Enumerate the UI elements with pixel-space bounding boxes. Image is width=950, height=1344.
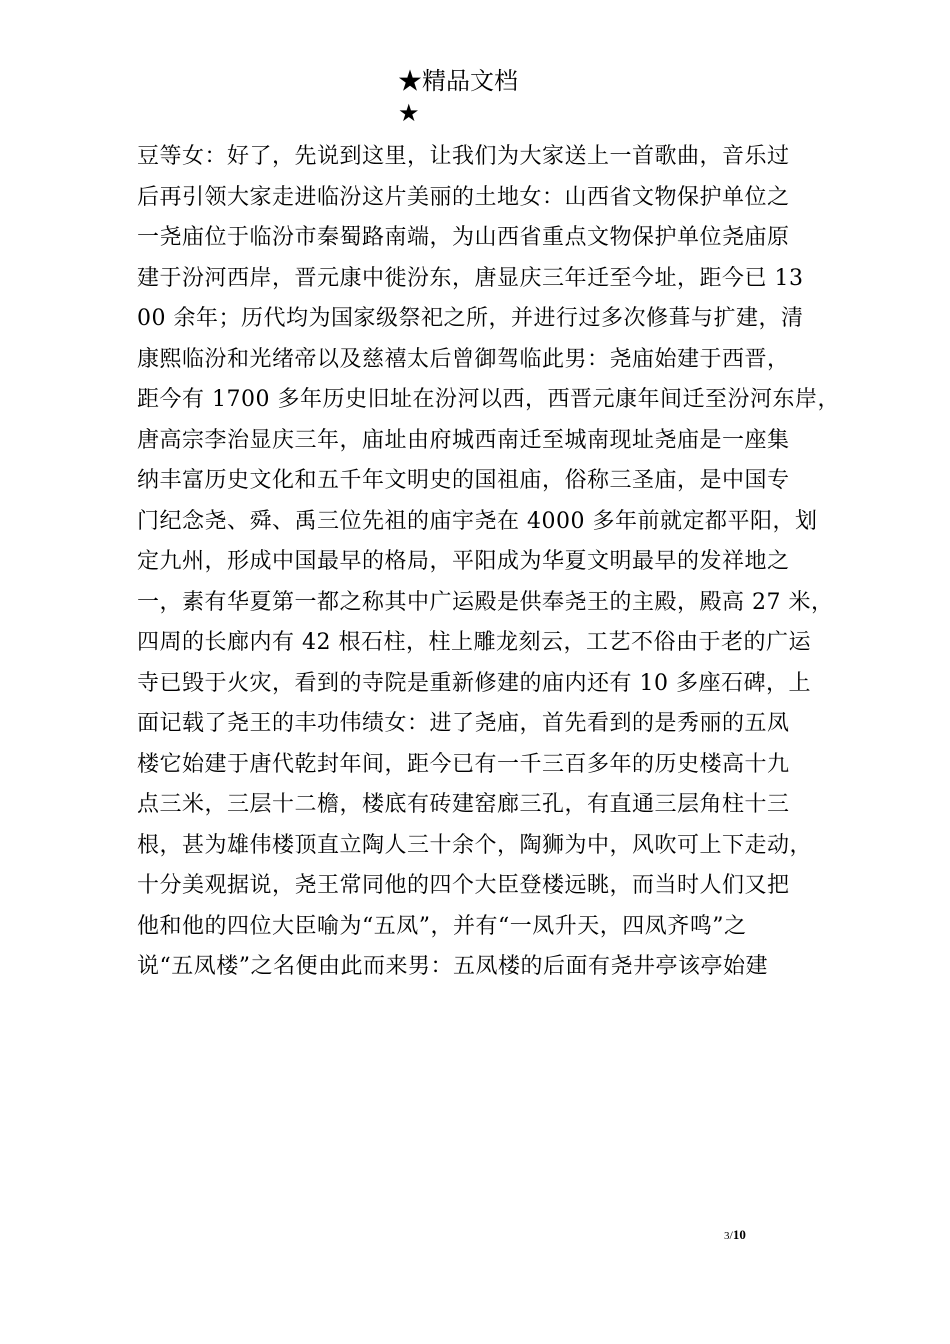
page-number: [724, 1226, 746, 1244]
text-line: 康熙临汾和光绪帝以及慈禧太后曾御驾临此男：尧庙始建于西晋，: [137, 346, 790, 372]
text-line: 说“五凤楼”之名便由此而来男：五凤楼的后面有尧井亭该亭始建: [137, 954, 768, 979]
text-line: 一尧庙位于临汾市秦蜀路南端，为山西省重点文物保护单位尧庙原: [137, 225, 790, 250]
text-line: 寺已毁于火灾，看到的寺院是重新修建的庙内还有 10 多座石碑，上: [137, 670, 811, 696]
body-text: [137, 137, 857, 988]
text-line: 面记载了尧王的丰功伟绩女：进了尧庙，首先看到的是秀丽的五凤: [137, 711, 790, 736]
text-line: 定九州，形成中国最早的格局，平阳成为华夏文明最早的发祥地之: [137, 549, 790, 574]
total-pages: 10: [732, 1227, 746, 1242]
page-separator: /: [729, 1228, 733, 1242]
text-line: 豆等女：好了，先说到这里，让我们为大家送上一首歌曲，音乐过: [137, 144, 790, 169]
current-page: 3: [724, 1230, 730, 1242]
text-line: 纳丰富历史文化和五千年文明史的国祖庙，俗称三圣庙，是中国专: [137, 468, 790, 493]
text-line: 后再引领大家走进临汾这片美丽的土地女：山西省文物保护单位之: [137, 184, 790, 210]
text-line: 楼它始建于唐代乾封年间，距今已有一千三百多年的历史楼高十九: [137, 751, 790, 777]
header-title: ★精品文档: [398, 67, 518, 95]
text-line: 门纪念尧、舜、禹三位先祖的庙宇尧在 4000 多年前就定都平阳，划: [137, 508, 818, 534]
document-header: [0, 64, 950, 144]
text-line: 点三米，三层十二檐，楼底有砖建窑廊三孔，有直通三层角柱十三: [137, 792, 790, 817]
text-line: 唐高宗李治显庆三年，庙址由府城西南迁至城南现址尧庙是一座集: [137, 427, 790, 453]
text-line: 他和他的四位大臣喻为“五凤”，并有“一凤升天，四凤齐鸣”之: [137, 913, 747, 939]
text-line: 根，甚为雄伟楼顶直立陶人三十余个，陶狮为中，风吹可上下走动，: [137, 832, 813, 858]
text-line: 距今有 1700 多年历史旧址在汾河以西，西晋元康年间迁至汾河东岸，: [137, 387, 840, 412]
text-line: 一，素有华夏第一都之称其中广运殿是供奉尧王的主殿，殿高 27 米，: [137, 589, 834, 615]
text-line: 四周的长廊内有 42 根石柱，柱上雕龙刻云，工艺不俗由于老的广运: [137, 630, 811, 655]
text-line: 00 余年；历代均为国家级祭祀之所，并进行过多次修葺与扩建，清: [137, 306, 804, 331]
text-line: 建于汾河西岸，晋元康中徙汾东，唐显庆三年迁至今址，距今已 13: [137, 265, 804, 291]
header-star: ★: [398, 99, 420, 127]
text-line: 十分美观据说，尧王常同他的四个大臣登楼远眺，而当时人们又把: [137, 873, 790, 898]
